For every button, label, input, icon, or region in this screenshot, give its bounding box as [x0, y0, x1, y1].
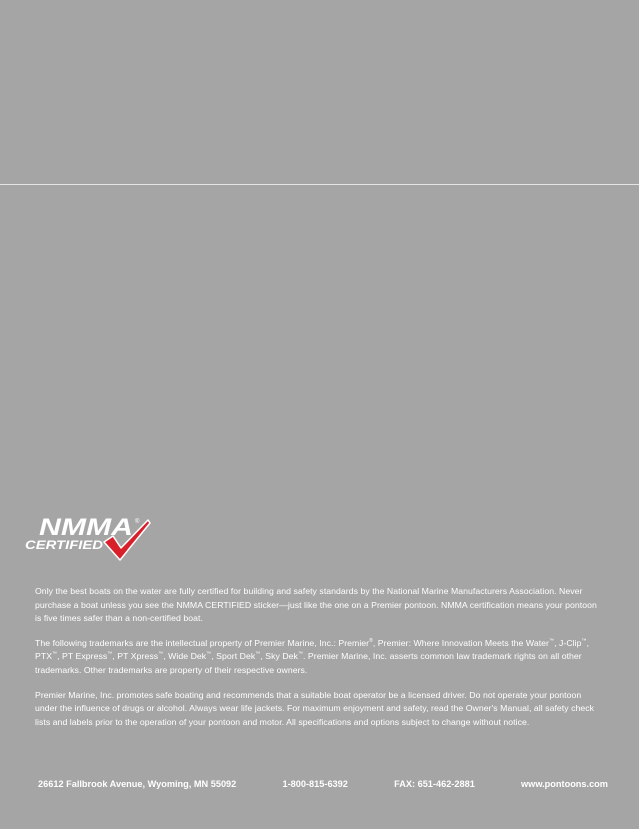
nmma-logo-text: NMMA — [39, 514, 133, 541]
registered-mark: ® — [135, 519, 140, 525]
footer-website: www.pontoons.com — [521, 779, 608, 789]
safety-paragraph: Premier Marine, Inc. promotes safe boating and recommends that a suitable boat operator be a licensed driver. Do not operate your pontoon under the influence of drugs or alcohol. Always wear life jackets. For maximum enjoyment and safety, read the Owner's Manual, all safety check lists and labels prior to the operation of your pontoon and motor. All specifications and options subject to change without notice. — [35, 689, 595, 727]
certified-logo-text: CERTIFIED — [25, 538, 104, 552]
trademark-paragraph: The following trademarks are the intellectual property of Premier Marine, Inc.: Premier®, Premier: Where Innovation Meets the Water™, J-Clip™, PTX™, PT Express™, PT Xpress™, Wide Dek™, Sport Dek™, Sky Dek™. Premier Marine, Inc. asserts common law trademark rights on all other trademarks. Other trademarks are property of their respective owners. — [35, 637, 590, 675]
footer-fax: FAX: 651-462-2881 — [394, 779, 475, 789]
footer-phone: 1-800-815-6392 — [282, 779, 348, 789]
footer-address: 26612 Fallbrook Avenue, Wyoming, MN 55092 — [38, 779, 237, 789]
nmma-paragraph: Only the best boats on the water are fully certified for building and safety standards by the National Marine Manufacturers Association. Never purchase a boat unless you see the NMMA CERTIFIED sticker—just like the one on a Premier pontoon. NMMA certification means your pontoon is five times safer than a non-certified boat. — [35, 586, 597, 624]
horizontal-divider — [0, 184, 639, 185]
contact-footer — [38, 779, 608, 789]
disclaimer-text — [35, 585, 605, 740]
nmma-certified-logo — [24, 512, 152, 562]
